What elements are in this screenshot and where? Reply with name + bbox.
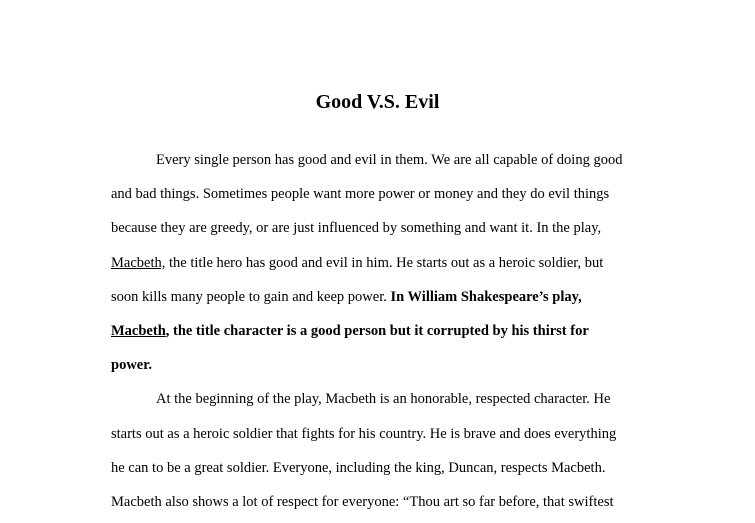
p1-line-4-rest: the title hero has good and evil in him. He starts out as a heroic soldier, but: [165, 254, 604, 271]
p1-line-1: Every single person has good and evil in them. We are all capable of doing good: [156, 152, 623, 168]
essay-title: Good V.S. Evil: [315, 91, 440, 113]
thesis-end: power.: [111, 357, 152, 374]
p1-line-4: [111, 246, 651, 280]
p1-line-3: because they are greedy, or are just influenced by something and want it. In the play,: [111, 220, 602, 237]
p1-line-6: [111, 314, 651, 348]
p1-line-2: and bad things. Sometimes people want more power or money and they do evil things: [111, 186, 610, 203]
p2-line-4: Macbeth also shows a lot of respect for everyone: “Thou art so far before, that swiftest: [111, 494, 614, 511]
p2-line-1: At the beginning of the play, Macbeth is an honorable, respected character. He: [156, 391, 611, 408]
play-title-bold-underlined: Macbeth: [111, 323, 166, 340]
p2-line-2: starts out as a heroic soldier that fights for his country. He is brave and does everything: [111, 425, 617, 442]
paragraph-2: [111, 382, 651, 519]
paragraph-1: [111, 143, 651, 382]
p2-line-3: he can to be a great soldier. Everyone, including the king, Duncan, respects Macbeth.: [111, 459, 606, 476]
p1-line-5-plain: soon kills many people to gain and keep power.: [111, 288, 391, 305]
play-title-underlined: Macbeth,: [111, 254, 166, 271]
essay-body: [111, 143, 651, 519]
p1-line-5: [111, 280, 651, 314]
thesis-middle: , the title character is a good person but it corrupted by his thirst for: [165, 323, 589, 340]
thesis-start: In William Shakespeare’s play,: [390, 288, 582, 305]
